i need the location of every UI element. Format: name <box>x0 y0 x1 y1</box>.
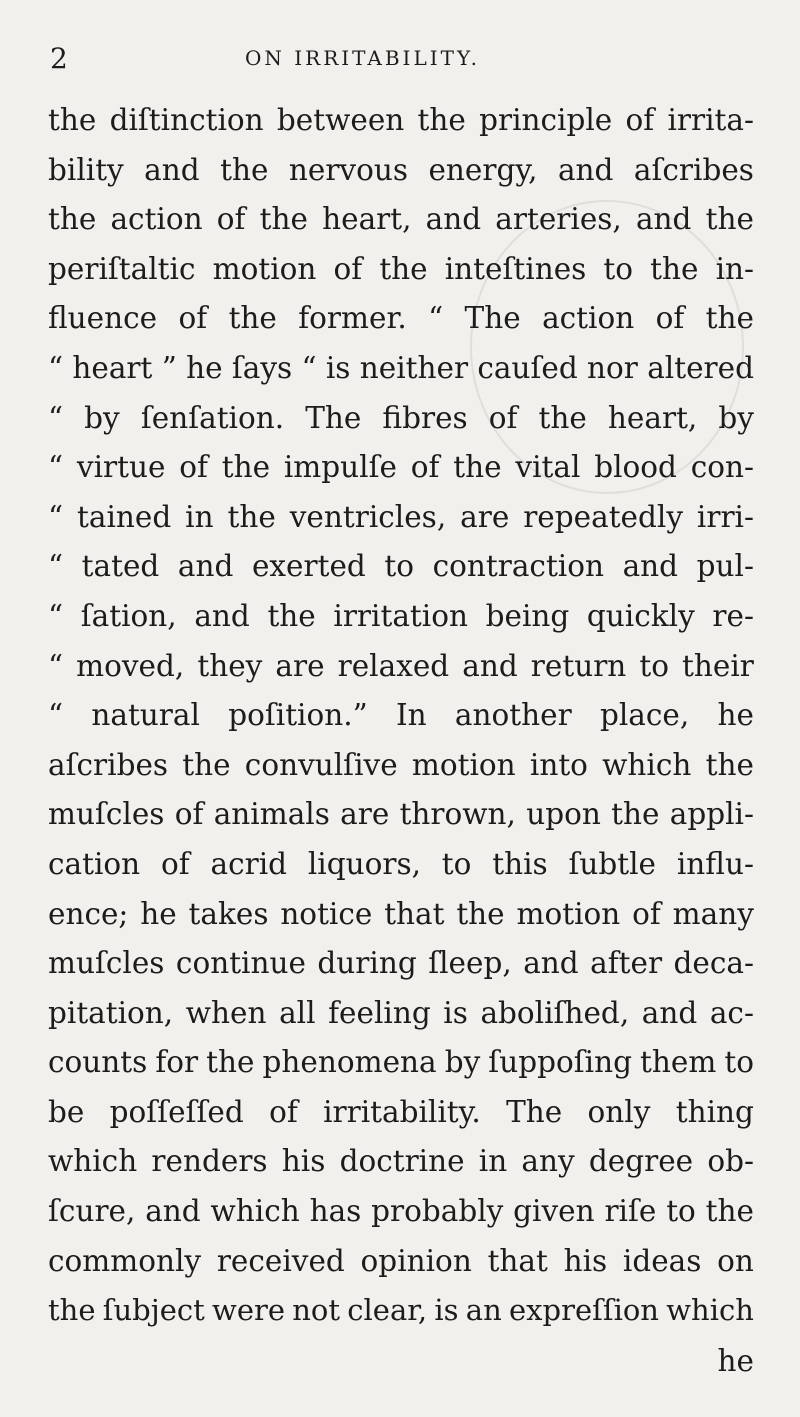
word: “ <box>48 648 64 683</box>
word: motion <box>516 896 621 931</box>
word: heart, <box>607 400 698 435</box>
text-line <box>48 989 754 1039</box>
word: he <box>186 350 223 385</box>
word: of <box>625 103 655 137</box>
text-line <box>48 443 754 493</box>
word: periſtaltic <box>48 251 196 286</box>
word: that <box>487 1243 548 1278</box>
word: ſays <box>231 350 293 385</box>
word: virtue <box>76 450 166 485</box>
word: and <box>635 202 692 237</box>
word: poſſeſſed <box>109 1094 244 1129</box>
word: and <box>622 549 679 584</box>
word: “ <box>48 450 64 485</box>
word: riſe <box>604 1194 657 1229</box>
text-line <box>48 146 754 196</box>
text-line <box>48 642 754 692</box>
word: “ <box>48 350 64 385</box>
word: irri- <box>696 499 754 534</box>
word: “ <box>428 301 444 336</box>
word: ob- <box>707 1144 754 1179</box>
word: which <box>602 747 692 782</box>
word: irrita- <box>667 103 754 137</box>
page-header <box>0 42 800 82</box>
word: action <box>542 301 635 336</box>
word: the <box>48 1293 96 1328</box>
word: aboliſhed, <box>480 995 630 1030</box>
word: by <box>444 1045 481 1080</box>
word: motion <box>411 747 516 782</box>
word: between <box>276 103 405 137</box>
word: The <box>506 1094 563 1129</box>
word: after <box>590 946 663 981</box>
word: received <box>216 1243 345 1278</box>
word: irritation <box>333 598 468 633</box>
word: expreſſion <box>509 1293 659 1328</box>
word: aſcribes <box>48 747 169 782</box>
word: in <box>185 499 214 534</box>
word: to <box>724 1045 754 1080</box>
word: of <box>179 450 208 485</box>
word: and <box>177 549 234 584</box>
word: thrown, <box>399 797 516 832</box>
word: and <box>462 648 518 683</box>
word: animals <box>213 797 330 832</box>
word: takes <box>188 896 269 931</box>
word: the <box>705 202 754 237</box>
word: natural <box>91 698 200 733</box>
word: any <box>521 1144 575 1179</box>
word: ſation, <box>80 598 177 633</box>
word: ſenſation. <box>140 400 285 435</box>
word: liquors, <box>307 846 421 881</box>
word: were <box>212 1293 286 1328</box>
word: pitation, <box>48 995 174 1030</box>
word: “ <box>48 698 64 733</box>
word: and <box>144 152 200 187</box>
word: appli- <box>669 797 754 832</box>
word: heart <box>72 350 153 385</box>
text-line <box>48 790 754 840</box>
word: muſcles <box>48 946 165 981</box>
word: of <box>488 400 518 435</box>
word: this <box>492 846 548 881</box>
text-line <box>48 195 754 245</box>
word: of <box>410 450 440 485</box>
word: “ <box>301 350 317 385</box>
word: heart, <box>322 202 412 237</box>
word: be <box>48 1094 85 1129</box>
word: relaxed <box>337 648 450 683</box>
word: cauſed <box>477 350 578 385</box>
word: which <box>210 1194 300 1229</box>
word: nervous <box>288 152 408 187</box>
word: many <box>672 896 754 931</box>
body-text <box>48 96 754 1336</box>
word: are <box>275 648 325 683</box>
word: of <box>216 202 246 237</box>
word: principle <box>479 103 613 137</box>
word: the <box>227 499 276 534</box>
word: muſcles <box>48 797 165 832</box>
word: the <box>705 747 754 782</box>
word: fibres <box>382 400 468 435</box>
text-line <box>48 890 754 940</box>
word: the <box>650 251 699 286</box>
word: for <box>155 1045 199 1080</box>
word: by <box>718 400 754 435</box>
word: and <box>641 995 698 1030</box>
word: commonly <box>48 1243 202 1278</box>
word: The <box>305 400 362 435</box>
word: place, <box>599 698 690 733</box>
word: them <box>640 1045 717 1080</box>
word: the <box>259 202 308 237</box>
word: ſubject <box>102 1293 205 1328</box>
word: are <box>340 797 390 832</box>
word: quickly <box>586 598 695 633</box>
word: has <box>309 1194 362 1229</box>
word: which <box>48 1144 138 1179</box>
word: the <box>228 301 277 336</box>
word: “ <box>48 499 64 534</box>
word: to <box>384 549 415 584</box>
word: fluence <box>48 301 158 336</box>
catchword: he <box>717 1344 754 1378</box>
word: convulſive <box>244 747 398 782</box>
word: to <box>603 251 634 286</box>
word: the <box>221 450 271 485</box>
word: deca- <box>673 946 754 981</box>
word: cation <box>48 846 141 881</box>
word: that <box>384 896 445 931</box>
word: ventricles, <box>289 499 447 534</box>
page-number: 2 <box>50 42 69 75</box>
word: of <box>160 846 190 881</box>
word: In <box>395 698 427 733</box>
word: acrid <box>210 846 288 881</box>
word: doctrine <box>339 1144 465 1179</box>
word: poſition.” <box>228 698 368 733</box>
text-line <box>48 1038 754 1088</box>
word: ſcure, <box>48 1194 136 1229</box>
text-line <box>48 1088 754 1138</box>
text-line <box>48 741 754 791</box>
word: to <box>441 846 472 881</box>
word: which <box>666 1293 754 1328</box>
text-line <box>48 542 754 592</box>
word: ence; <box>48 896 129 931</box>
text-line <box>48 840 754 890</box>
word: of <box>655 301 685 336</box>
word: all <box>279 995 316 1030</box>
text-line <box>48 592 754 642</box>
word: to <box>639 648 669 683</box>
word: the <box>220 152 269 187</box>
word: the <box>267 598 316 633</box>
word: being <box>485 598 570 633</box>
word: the <box>705 301 754 336</box>
text-line <box>48 294 754 344</box>
text-line <box>48 96 754 146</box>
word: opinion <box>360 1243 472 1278</box>
word: con- <box>690 450 754 485</box>
word: the <box>705 1194 754 1229</box>
word: “ <box>48 400 64 435</box>
word: degree <box>588 1144 694 1179</box>
text-line <box>48 394 754 444</box>
word: and <box>145 1194 201 1229</box>
word: is <box>443 995 468 1030</box>
word: moved, <box>76 648 185 683</box>
word: he <box>717 698 754 733</box>
text-line <box>48 1187 754 1237</box>
word: ſleep, <box>428 946 512 981</box>
word: they <box>197 648 263 683</box>
word: ac- <box>709 995 754 1030</box>
running-head: ON IRRITABILITY. <box>245 46 480 70</box>
word: pul- <box>696 549 754 584</box>
word: neither <box>359 350 469 385</box>
word: ſuppoſing <box>488 1045 632 1080</box>
word: repeatedly <box>523 499 683 534</box>
word: energy, <box>428 152 538 187</box>
word: probably <box>371 1194 504 1229</box>
text-line <box>48 691 754 741</box>
text-line <box>48 1137 754 1187</box>
word: continue <box>175 946 306 981</box>
word: and <box>557 152 614 187</box>
text-line <box>48 1286 754 1336</box>
text-line <box>48 939 754 989</box>
word: their <box>682 648 754 683</box>
word: and <box>194 598 250 633</box>
word: ſubtle <box>568 846 657 881</box>
word: the <box>48 103 97 137</box>
word: exerted <box>251 549 366 584</box>
text-line <box>48 344 754 394</box>
word: inteſtines <box>444 251 587 286</box>
word: not <box>292 1293 341 1328</box>
word: his <box>563 1243 608 1278</box>
word: the <box>538 400 587 435</box>
word: the <box>611 797 660 832</box>
word: and <box>425 202 482 237</box>
word: of <box>174 797 204 832</box>
word: phenomena <box>262 1045 437 1080</box>
word: during <box>317 946 417 981</box>
word: impulſe <box>283 450 397 485</box>
word: tated <box>81 549 160 584</box>
word: blood <box>594 450 677 485</box>
word: former. <box>298 301 407 336</box>
word: irritability. <box>323 1094 481 1129</box>
word: into <box>529 747 588 782</box>
word: aſcribes <box>633 152 754 187</box>
word: motion <box>212 251 317 286</box>
word: of <box>632 896 661 931</box>
word: and <box>523 946 579 981</box>
word: nor <box>587 350 638 385</box>
word: influ- <box>676 846 754 881</box>
word: feeling <box>328 995 431 1030</box>
word: renders <box>151 1144 268 1179</box>
word: thing <box>675 1094 754 1129</box>
word: of <box>333 251 363 286</box>
word: upon <box>526 797 601 832</box>
word: he <box>140 896 177 931</box>
word: in- <box>715 251 754 286</box>
word: the <box>456 896 505 931</box>
word: ideas <box>622 1243 702 1278</box>
word: his <box>281 1144 326 1179</box>
word: given <box>513 1194 595 1229</box>
word: the <box>379 251 428 286</box>
word: only <box>587 1094 651 1129</box>
word: when <box>185 995 267 1030</box>
word: are <box>460 499 510 534</box>
word: bility <box>48 152 124 187</box>
word: of <box>269 1094 298 1129</box>
word: contraction <box>432 549 604 584</box>
word: ” <box>161 350 177 385</box>
word: to <box>666 1194 696 1229</box>
word: the <box>453 450 502 485</box>
word: another <box>454 698 572 733</box>
word: of <box>178 301 208 336</box>
word: re- <box>712 598 754 633</box>
word: “ <box>48 598 64 633</box>
word: clear, <box>347 1293 428 1328</box>
word: return <box>530 648 627 683</box>
word: the <box>48 202 97 237</box>
word: altered <box>647 350 754 385</box>
text-line <box>48 1237 754 1287</box>
word: is <box>434 1293 459 1328</box>
word: “ <box>48 549 64 584</box>
word: counts <box>48 1045 148 1080</box>
word: on <box>717 1243 754 1278</box>
word: arteries, <box>495 202 622 237</box>
word: in <box>478 1144 508 1179</box>
word: vital <box>515 450 581 485</box>
word: the <box>206 1045 255 1080</box>
word: notice <box>280 896 373 931</box>
word: an <box>465 1293 502 1328</box>
word: by <box>84 400 120 435</box>
word: the <box>182 747 231 782</box>
word: the <box>417 103 466 137</box>
word: The <box>464 301 521 336</box>
word: is <box>325 350 351 385</box>
word: tained <box>77 499 172 534</box>
word: action <box>110 202 203 237</box>
text-line <box>48 493 754 543</box>
text-line <box>48 245 754 295</box>
word: diſtinction <box>109 103 264 137</box>
